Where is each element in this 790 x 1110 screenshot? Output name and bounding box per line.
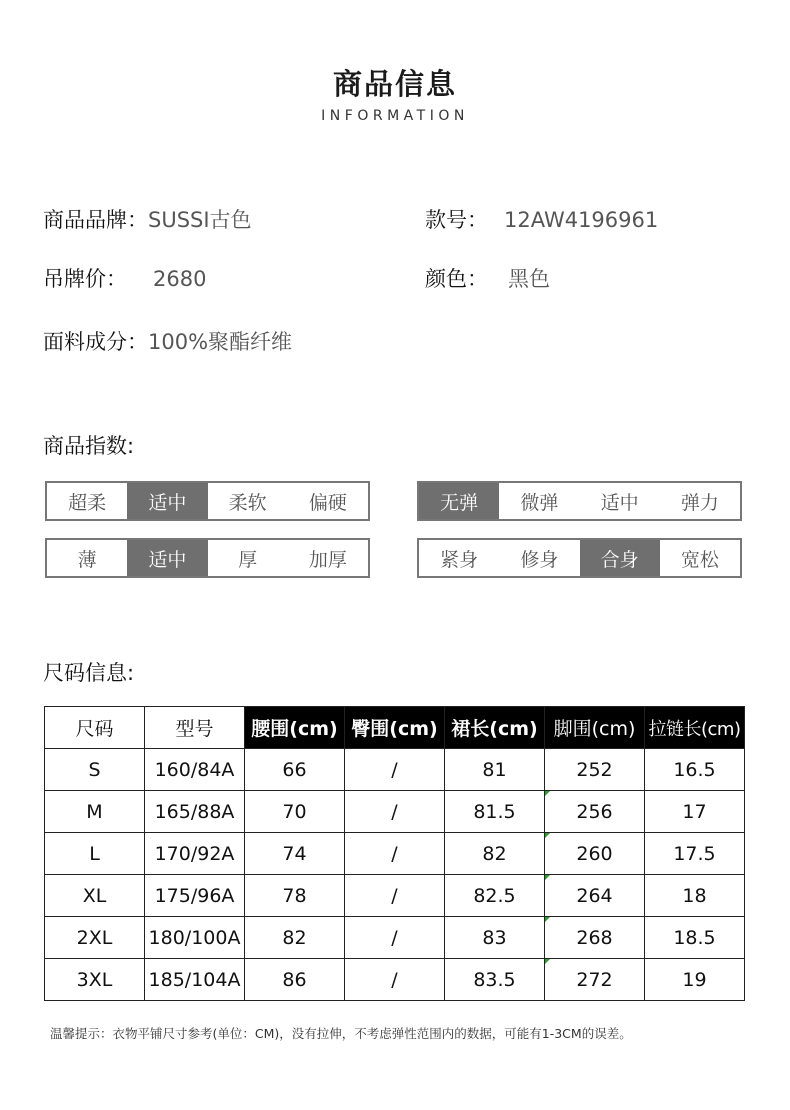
index-option: 修身 — [520, 548, 559, 571]
table-cell: 165/88A — [145, 791, 245, 833]
table-cell: 78 — [245, 875, 345, 917]
index-option: 偏硬 — [308, 491, 347, 514]
index-option: 加厚 — [308, 548, 347, 571]
index-option: 无弹 — [419, 483, 499, 519]
table-cell: 16.5 — [645, 749, 745, 791]
table-cell: 74 — [245, 833, 345, 875]
index-option: 适中 — [600, 491, 639, 514]
table-cell: 185/104A — [145, 959, 245, 1001]
index-option: 合身 — [580, 540, 660, 576]
table-cell: 82.5 — [445, 875, 545, 917]
style-row — [425, 204, 658, 234]
table-cell: 264 — [545, 875, 645, 917]
table-cell: M — [45, 791, 145, 833]
material-label: 面料成分： — [43, 330, 148, 354]
index-option: 微弹 — [520, 491, 559, 514]
size-table-header-row — [45, 707, 745, 749]
table-cell: 66 — [245, 749, 345, 791]
index-option: 柔软 — [228, 491, 267, 514]
table-cell: 83.5 — [445, 959, 545, 1001]
table-cell: 18.5 — [645, 917, 745, 959]
table-cell: 3XL — [45, 959, 145, 1001]
brand-row — [43, 204, 252, 234]
index-option: 厚 — [238, 548, 258, 571]
index-option: 适中 — [127, 540, 207, 576]
table-cell: 81.5 — [445, 791, 545, 833]
table-row — [45, 791, 745, 833]
table-cell: 268 — [545, 917, 645, 959]
material-value: 100%聚酯纤维 — [148, 330, 293, 354]
table-cell: 83 — [445, 917, 545, 959]
table-cell: / — [345, 959, 445, 1001]
index-option: 薄 — [77, 548, 97, 571]
price-label: 吊牌价： — [43, 267, 127, 291]
table-cell: 81 — [445, 749, 545, 791]
table-cell: 160/84A — [145, 749, 245, 791]
index-option: 紧身 — [440, 548, 479, 571]
table-cell: XL — [45, 875, 145, 917]
column-header: 腰围(cm) — [245, 707, 345, 749]
table-cell: / — [345, 833, 445, 875]
column-header: 型号 — [145, 707, 245, 749]
color-row — [425, 263, 550, 293]
table-cell: 256 — [545, 791, 645, 833]
table-row — [45, 959, 745, 1001]
index-option: 宽松 — [680, 548, 719, 571]
table-cell: 17 — [645, 791, 745, 833]
price-value: 2680 — [153, 267, 207, 291]
price-row — [43, 263, 206, 293]
table-cell: / — [345, 917, 445, 959]
color-label: 颜色： — [425, 267, 488, 291]
size-note: 温馨提示：衣物平铺尺寸参考(单位：CM)，没有拉伸，不考虑弹性范围内的数据，可能有1-3CM的误差。 — [50, 1026, 632, 1041]
page-subtitle: INFORMATION — [321, 108, 469, 124]
table-cell: L — [45, 833, 145, 875]
size-table — [44, 706, 745, 1001]
index-elasticity — [417, 481, 742, 521]
index-fit — [417, 538, 742, 578]
column-header: 裙长(cm) — [445, 707, 545, 749]
table-row — [45, 833, 745, 875]
table-cell: 272 — [545, 959, 645, 1001]
style-label: 款号： — [425, 208, 488, 232]
table-cell: 70 — [245, 791, 345, 833]
table-row — [45, 917, 745, 959]
brand-label: 商品品牌： — [43, 208, 148, 232]
index-softness — [45, 481, 370, 521]
style-value: 12AW4196961 — [504, 208, 659, 232]
material-row — [43, 326, 292, 356]
table-cell: / — [345, 791, 445, 833]
table-cell: 17.5 — [645, 833, 745, 875]
index-option: 超柔 — [68, 491, 107, 514]
column-header: 脚围(cm) — [545, 707, 645, 749]
table-cell: 2XL — [45, 917, 145, 959]
table-cell: 252 — [545, 749, 645, 791]
index-option: 适中 — [127, 483, 207, 519]
table-cell: 82 — [445, 833, 545, 875]
table-cell: 19 — [645, 959, 745, 1001]
column-header: 拉链长(cm) — [645, 707, 745, 749]
table-cell: 18 — [645, 875, 745, 917]
table-cell: 170/92A — [145, 833, 245, 875]
page-title: 商品信息 — [332, 67, 457, 101]
table-row — [45, 875, 745, 917]
table-cell: 82 — [245, 917, 345, 959]
index-thickness — [45, 538, 370, 578]
column-header: 尺码 — [45, 707, 145, 749]
table-cell: 260 — [545, 833, 645, 875]
brand-value: SUSSI古色 — [148, 208, 252, 232]
index-option: 弹力 — [680, 491, 719, 514]
table-cell: / — [345, 749, 445, 791]
table-cell: 180/100A — [145, 917, 245, 959]
table-cell: 175/96A — [145, 875, 245, 917]
size-heading: 尺码信息: — [43, 661, 135, 685]
table-cell: / — [345, 875, 445, 917]
table-cell: 86 — [245, 959, 345, 1001]
color-value: 黑色 — [508, 267, 550, 291]
table-row — [45, 749, 745, 791]
index-heading: 商品指数: — [43, 434, 135, 458]
column-header: 臀围(cm) — [345, 707, 445, 749]
table-cell: S — [45, 749, 145, 791]
